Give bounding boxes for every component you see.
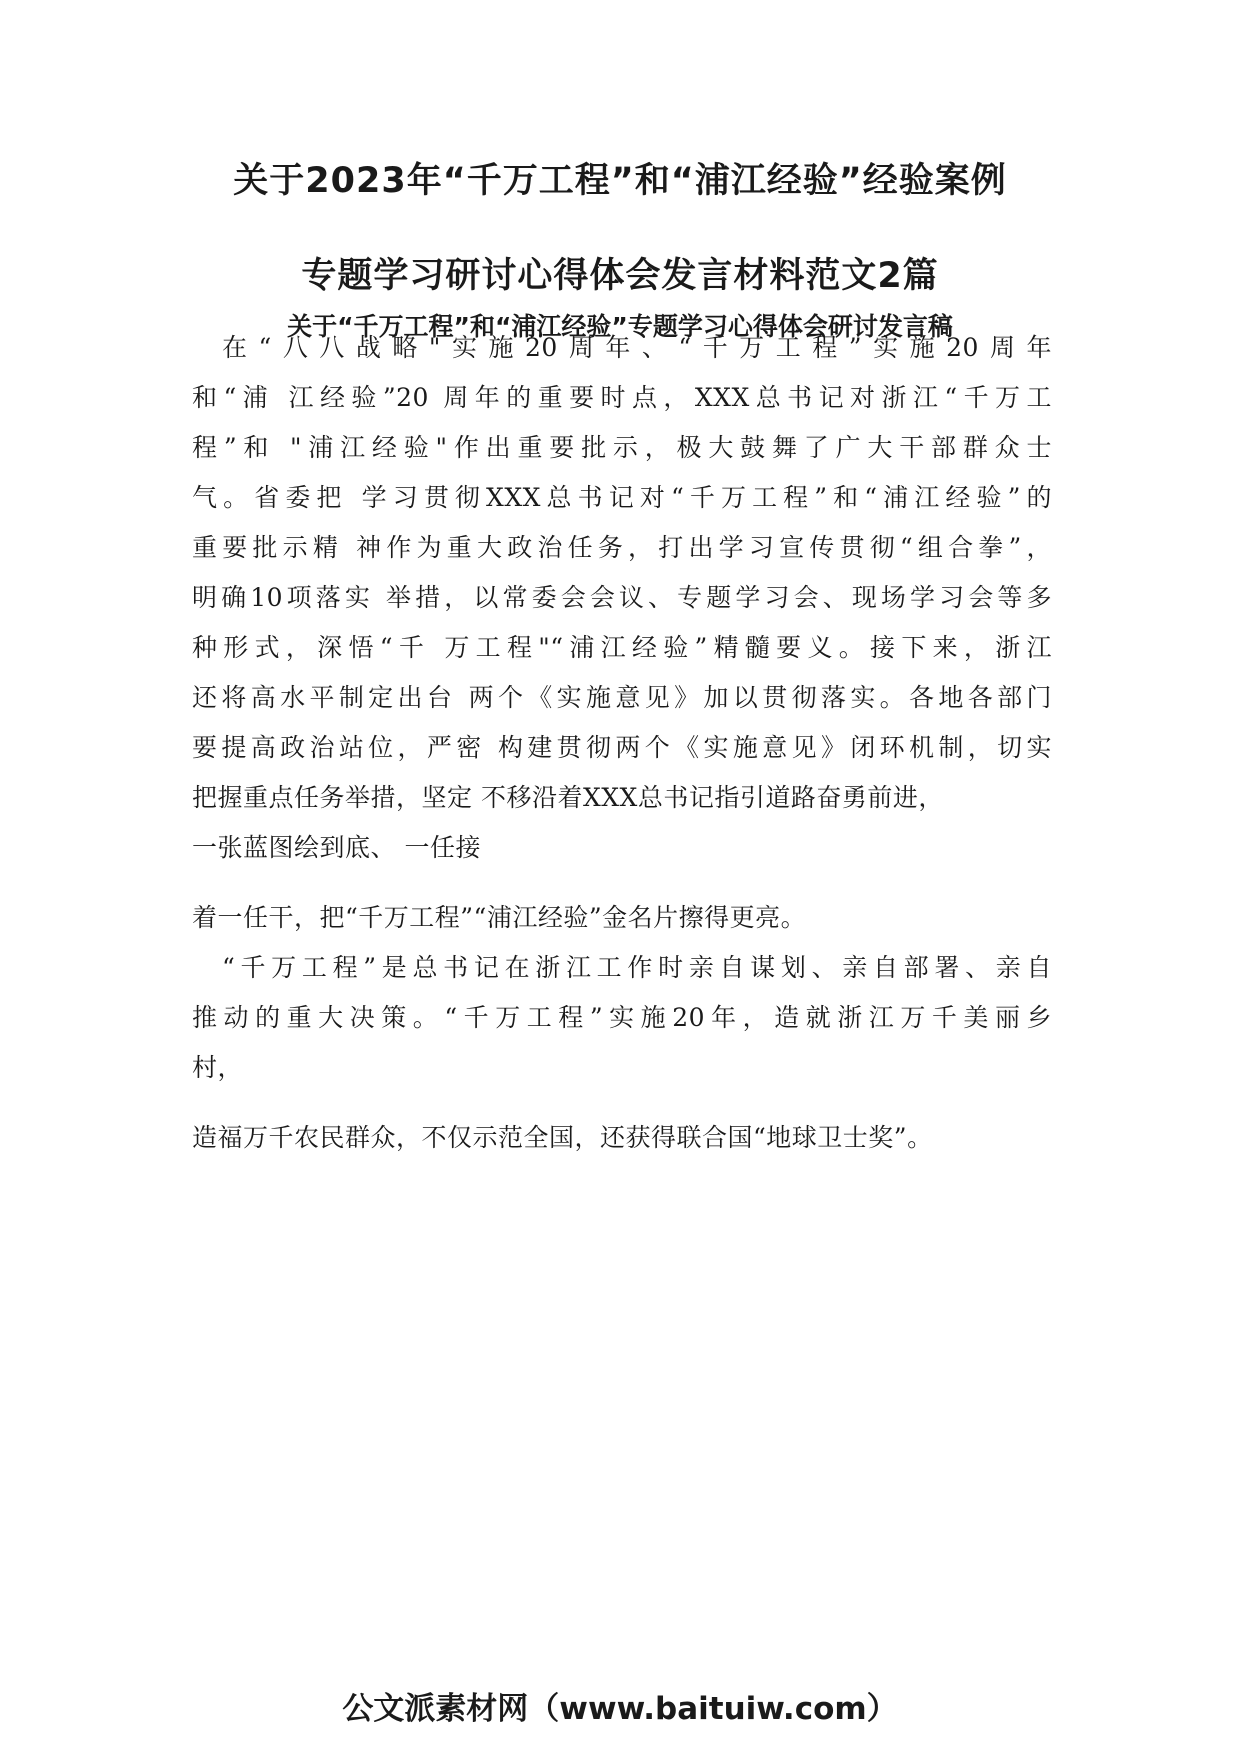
paragraph-1-line-11: 一张蓝图绘到底、 一任接 [192,833,481,862]
paragraph-1-line-2: 和“浦 江经验”20 周年的重要时点，XXX总书记对浙江“千万工 [192,383,1052,412]
paragraph-1-line-1: 在“八八战略"实施20周年、“千万工程”实施20周年 [222,333,1052,362]
paragraph-1-line-8: 还将高水平制定出台 两个《实施意见》加以贯彻落实。各地各部门 [192,683,1052,712]
paragraph-1-line-6: 明确10项落实 举措，以常委会会议、专题学习会、现场学习会等多 [192,583,1052,612]
paragraph-4-line: 造福万千农民群众，不仅示范全国，还获得联合国“地球卫士奖”。 [192,1123,933,1152]
footer-source: 公文派素材网（www.baituiw.com） [342,1691,898,1727]
paragraph-3-line-2: 推动的重大决策。“千万工程”实施20年，造就浙江万千美丽乡 [192,1003,1052,1032]
paragraph-1-line-9: 要提高政治站位，严密 构建贯彻两个《实施意见》闭环机制，切实 [192,733,1052,762]
document-title-line-1: 关于2023年“千万工程”和“浦江经验”经验案例 [233,161,1007,201]
paragraph-1-line-5: 重要批示精 神作为重大政治任务，打出学习宣传贯彻“组合拳”， [192,533,1052,562]
paragraph-3-line-1: “千万工程”是总书记在浙江工作时亲自谋划、亲自部署、亲自 [222,953,1052,982]
paragraph-2-line: 着一任干，把“千万工程”“浦江经验”金名片擦得更亮。 [192,903,807,932]
paragraph-1-line-4: 气。省委把 学习贯彻XXX总书记对“千万工程”和“浦江经验”的 [192,483,1052,512]
document-subtitle: 关于“千万工程”和“浦江经验”专题学习心得体会研讨发言稿 [287,312,953,341]
paragraph-1-line-10: 把握重点任务举措，坚定 不移沿着XXX总书记指引道路奋勇前进， [192,783,944,812]
paragraph-3-line-3: 村， [192,1053,244,1082]
paragraph-1-line-3: 程”和 "浦江经验"作出重要批示，极大鼓舞了广大干部群众士 [192,433,1052,462]
document-title-line-2: 专题学习研讨心得体会发言材料范文2篇 [301,256,939,296]
paragraph-1-line-7: 种形式，深悟“千 万工程"“浦江经验”精髓要义。接下来，浙江 [192,633,1052,662]
